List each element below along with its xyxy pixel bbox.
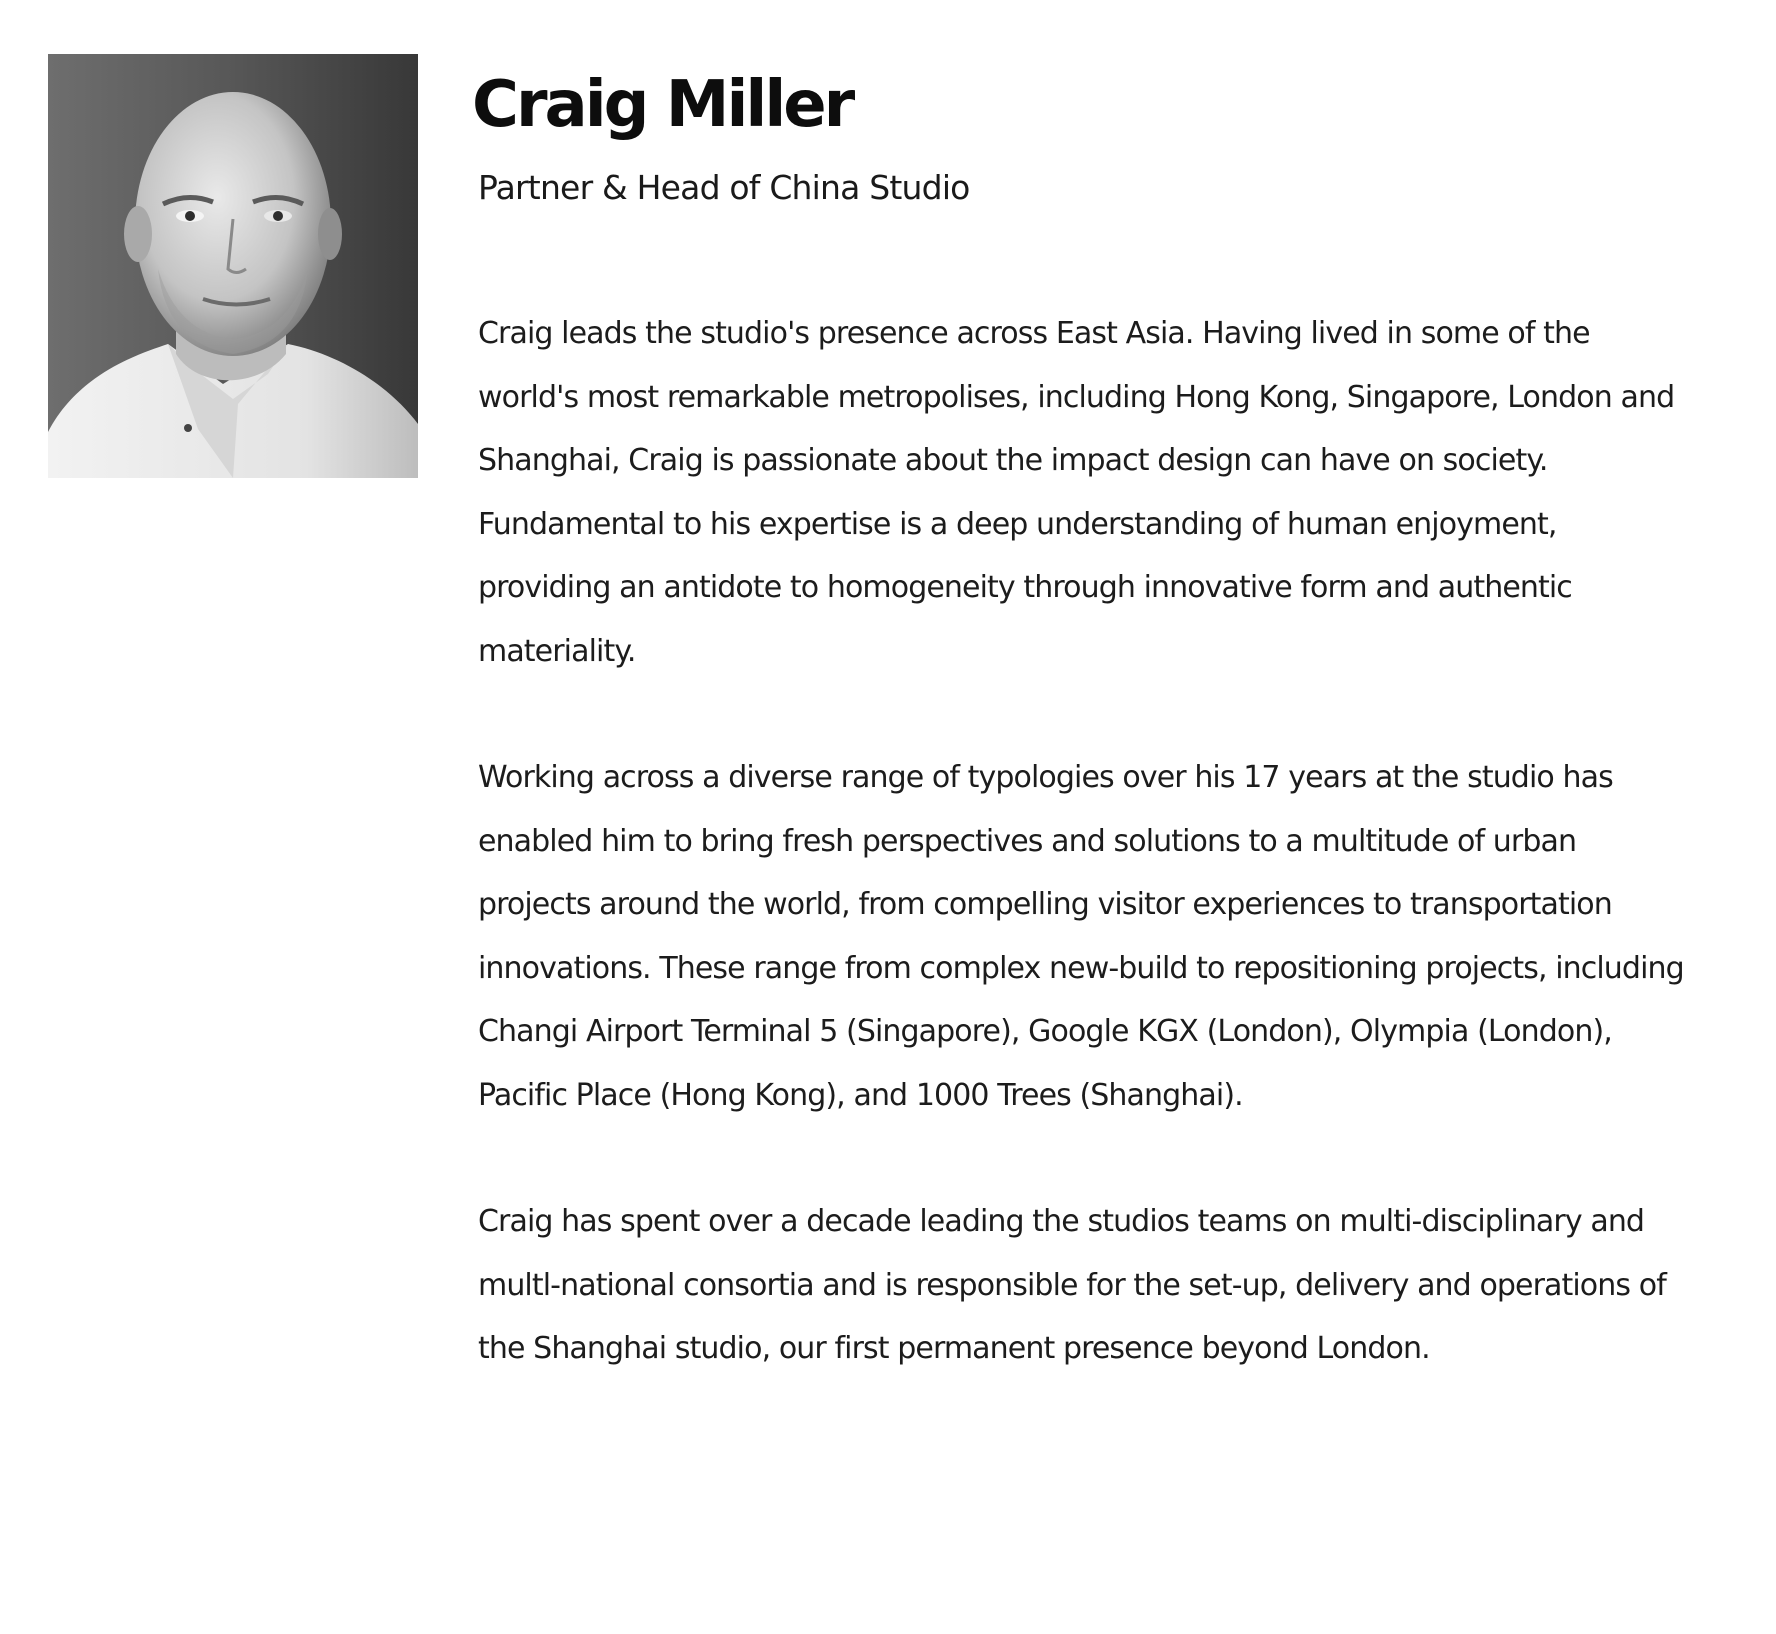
- person-role: Partner & Head of China Studio: [478, 168, 970, 207]
- person-name: Craig Miller: [472, 68, 853, 142]
- person-portrait-photo: [48, 54, 418, 478]
- bio-section: [478, 302, 1698, 1381]
- profile-portrait: [48, 54, 418, 478]
- bio-paragraph: Working across a diverse range of typologies over his 17 years at the studio has enabled him to bring fresh perspectives and solutions to a multitude of urban projects around the world, from compelling visitor experiences to transportation innovations. These range from complex new-build to repositioning projects, including Changi Airport Terminal 5 (Singapore), Google KGX (London), Olympia (London), Pacific Place (Hong Kong), and 1000 Trees (Shanghai).: [478, 760, 1684, 1113]
- bio-paragraph: Craig has spent over a decade leading the studios teams on multi-disciplinary and multl-national consortia and is responsible for the set-up, delivery and operations of the Shanghai studio, our first permanent presence beyond London.: [478, 1204, 1666, 1366]
- profile-content: [472, 54, 1698, 1444]
- bio-paragraph: Craig leads the studio's presence across East Asia. Having lived in some of the world's most remarkable metropolises, including Hong Kong, Singapore, London and Shanghai, Craig is passionate about the impact design can have on society. Fundamental to his expertise is a deep understanding of human enjoyment, providing an antidote to homogeneity through innovative form and authentic materiality.: [478, 316, 1675, 669]
